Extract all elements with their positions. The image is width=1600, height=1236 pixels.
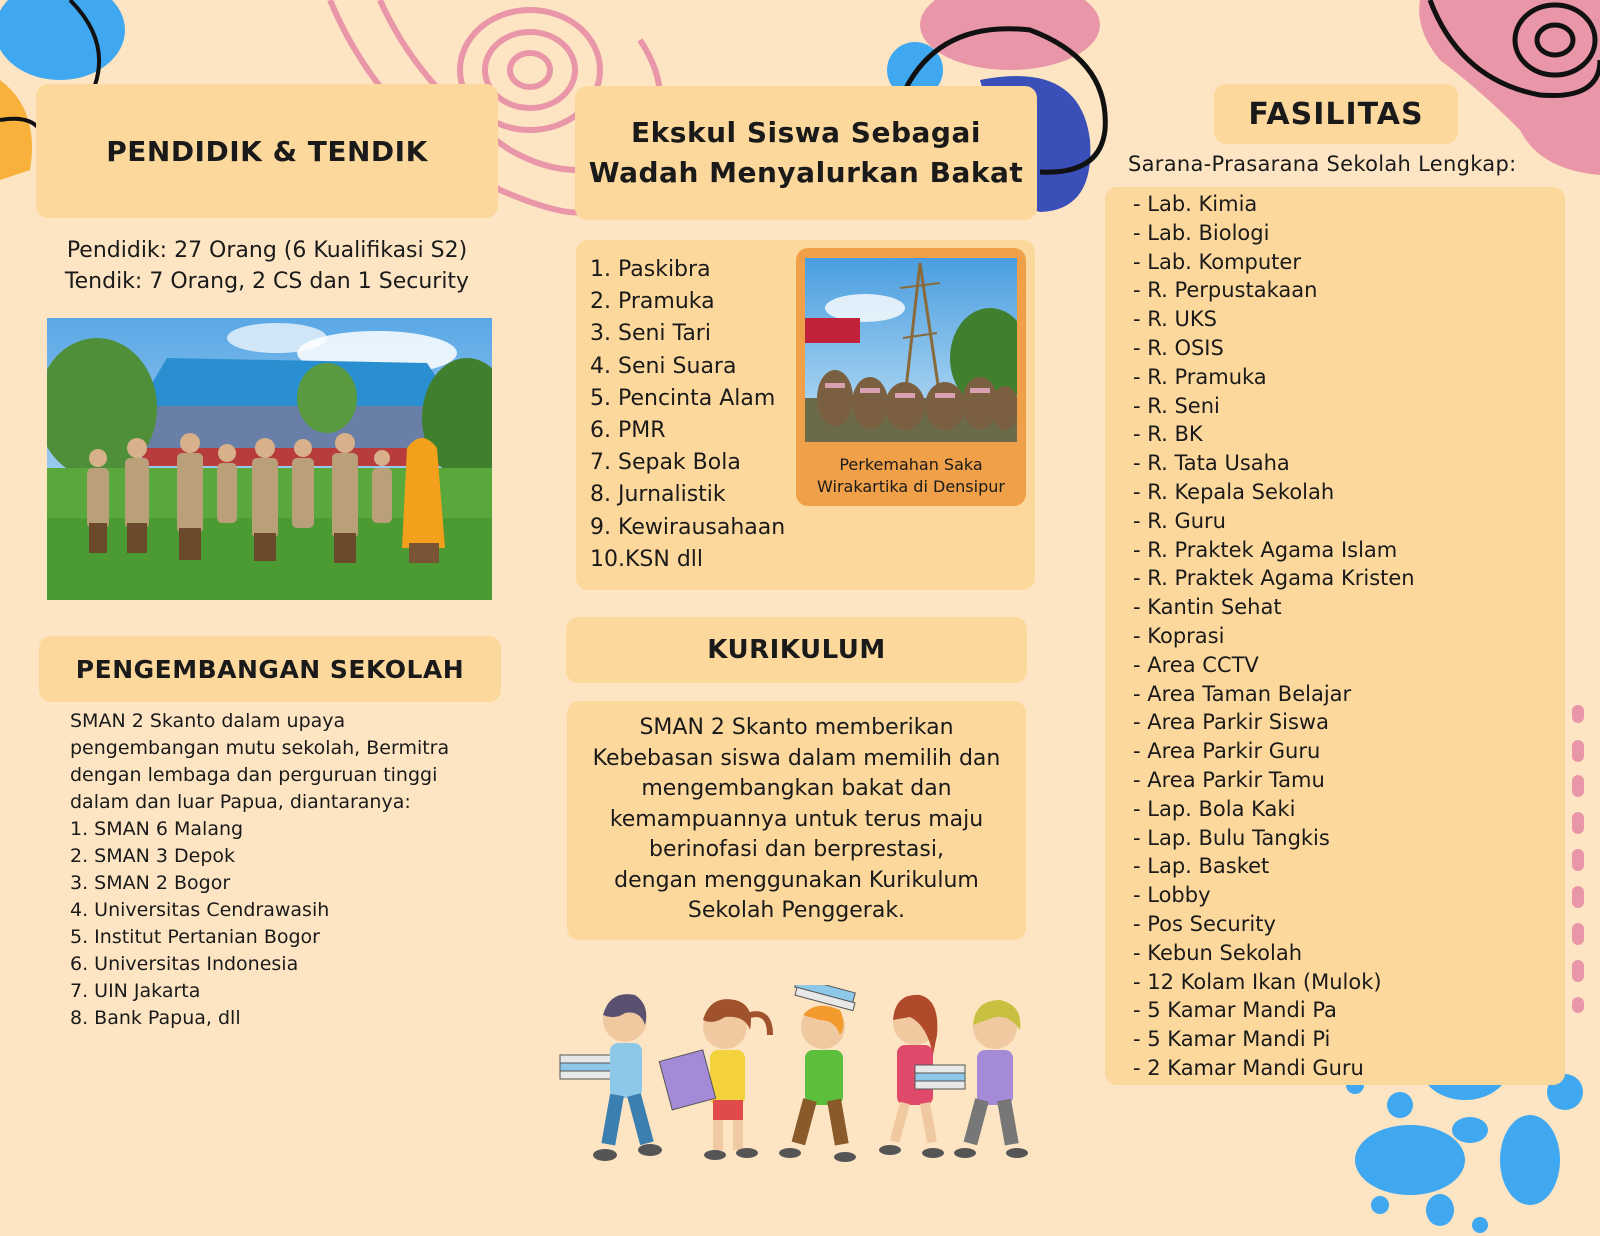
fasilitas-item: - R. Pramuka: [1133, 364, 1267, 389]
fasilitas-item: - R. BK: [1133, 422, 1203, 447]
ekskul-item: 5. Pencinta Alam: [590, 385, 776, 411]
fasilitas-item: - R. Perpustakaan: [1133, 278, 1318, 303]
pendidik-count: Pendidik: 27 Orang (6 Kualifikasi S2): [66, 238, 468, 263]
fasilitas-item: - R. UKS: [1133, 307, 1217, 332]
fasilitas-item: - Kantin Sehat: [1133, 595, 1282, 620]
ekskul-item: 1. Paskibra: [590, 257, 711, 282]
partner-item: 8. Bank Papua, dll: [70, 1007, 241, 1029]
fasilitas-item: - 5 Kamar Mandi Pa: [1133, 998, 1337, 1023]
fasilitas-item: - Lab. Biologi: [1133, 220, 1270, 245]
ekskul-item: 3. Seni Tari: [590, 321, 711, 347]
ekskul-item: 4. Seni Suara: [590, 353, 737, 379]
camp-caption-line1: Perkemahan Saka: [839, 455, 983, 474]
kurikulum-line: SMAN 2 Skanto memberikan: [639, 715, 954, 740]
fasilitas-item: - Area Taman Belajar: [1133, 681, 1352, 706]
fasilitas-item: - 5 Kamar Mandi Pi: [1133, 1027, 1331, 1052]
partner-item: 1. SMAN 6 Malang: [70, 818, 244, 840]
fasilitas-item: - Lab. Kimia: [1133, 192, 1258, 216]
ekskul-list: [590, 254, 810, 576]
ekskul-item: 10.KSN dll: [590, 546, 704, 572]
ekskul-title: [575, 86, 1037, 220]
fasilitas-item: - 2 Kamar Mandi Guru: [1133, 1055, 1364, 1080]
fasilitas-item: - Lab. Komputer: [1133, 249, 1301, 274]
pengembangan-intro: SMAN 2 Skanto dalam upaya pengembangan mutu sekolah, Bermitra dengan lembaga dan perguruan tinggi dalam dan luar Papua, diantaranya:: [70, 710, 450, 813]
fasilitas-item: - R. Seni: [1133, 393, 1220, 418]
ekskul-title-line2: Wadah Menyalurkan Bakat: [588, 156, 1024, 189]
fasilitas-title: FASILITAS: [1248, 96, 1424, 132]
fasilitas-item: - Area Parkir Tamu: [1133, 767, 1325, 792]
kurikulum-line: berinofasi dan berprestasi,: [649, 837, 944, 862]
partner-item: 6. Universitas Indonesia: [70, 953, 299, 975]
camp-caption-line2: Wirakartika di Densipur: [817, 477, 1005, 496]
pengembangan-title: PENGEMBANGAN SEKOLAH: [75, 654, 465, 684]
kurikulum-line: kemampuannya untuk terus maju: [609, 806, 984, 832]
fasilitas-subtitle: Sarana-Prasarana Sekolah Lengkap:: [1128, 152, 1517, 176]
fasilitas-item: - R. Tata Usaha: [1133, 451, 1290, 476]
fasilitas-item: - 12 Kolam Ikan (Mulok): [1133, 969, 1382, 994]
tendik-count: Tendik: 7 Orang, 2 CS dan 1 Security: [64, 269, 470, 294]
fasilitas-item: - R. Guru: [1133, 508, 1226, 533]
kurikulum-text: [567, 713, 1026, 927]
fasilitas-item: - Lap. Bulu Tangkis: [1133, 825, 1330, 850]
fasilitas-item: - R. Praktek Agama Kristen: [1133, 566, 1415, 591]
fasilitas-item: - Area Parkir Guru: [1133, 739, 1321, 764]
kurikulum-line: dengan menggunakan Kurikulum: [614, 867, 979, 893]
staff-photo: [47, 318, 492, 600]
fasilitas-item: - Lap. Bola Kaki: [1133, 796, 1296, 821]
ekskul-title-line1: Ekskul Siswa Sebagai: [631, 116, 981, 149]
ekskul-item: 8. Jurnalistik: [590, 482, 726, 508]
ekskul-item: 9. Kewirausahaan: [590, 514, 786, 540]
partner-item: 2. SMAN 3 Depok: [70, 845, 236, 867]
fasilitas-item: - Lap. Basket: [1133, 854, 1270, 879]
kurikulum-line: Kebebasan siswa dalam memilih dan: [592, 745, 1001, 771]
ekskul-item: 6. PMR: [590, 418, 666, 444]
fasilitas-item: - R. Kepala Sekolah: [1133, 479, 1335, 504]
kids-with-books-illustration: [555, 985, 1045, 1175]
partner-item: 3. SMAN 2 Bogor: [70, 872, 231, 894]
camp-photo-caption: [796, 454, 1026, 498]
fasilitas-item: - Kebun Sekolah: [1133, 940, 1303, 965]
ekskul-item: 2. Pramuka: [590, 289, 715, 315]
fasilitas-item: - R. OSIS: [1133, 335, 1224, 360]
kurikulum-line: Sekolah Penggerak.: [687, 898, 906, 923]
partner-list: [70, 816, 490, 1032]
fasilitas-item: - Area Parkir Siswa: [1133, 710, 1329, 735]
ekskul-item: 7. Sepak Bola: [590, 450, 741, 476]
fasilitas-item: - Lobby: [1133, 883, 1211, 908]
pendidik-title: PENDIDIK & TENDIK: [106, 134, 428, 168]
fasilitas-item: - Koprasi: [1133, 623, 1225, 648]
partner-item: 7. UIN Jakarta: [70, 980, 201, 1002]
partner-item: 4. Universitas Cendrawasih: [70, 899, 330, 921]
kurikulum-title: KURIKULUM: [707, 635, 886, 665]
fasilitas-item: - Pos Security: [1133, 911, 1276, 936]
fasilitas-item: - Area CCTV: [1133, 652, 1259, 677]
partner-item: 5. Institut Pertanian Bogor: [70, 926, 320, 948]
camp-photo: [805, 258, 1017, 442]
fasilitas-item: - R. Praktek Agama Islam: [1133, 537, 1398, 562]
kurikulum-line: mengembangkan bakat dan: [641, 776, 952, 801]
fasilitas-list: [1133, 190, 1553, 1083]
